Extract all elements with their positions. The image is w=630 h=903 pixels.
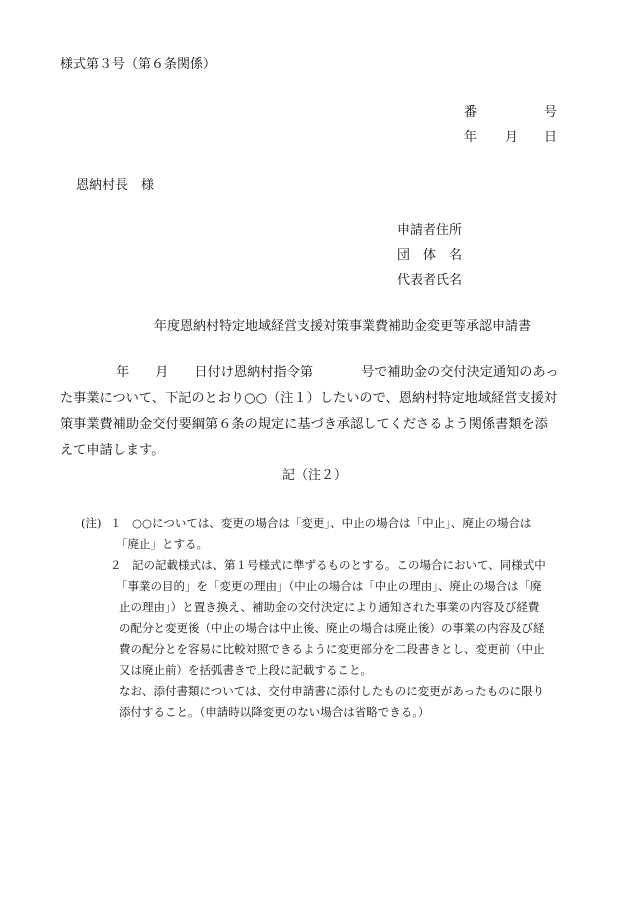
addressee: 恩納村長 様 [76,178,155,193]
note-1-number: １ [110,516,122,530]
form-number: 様式第３号（第６条関係） [60,57,217,72]
note-2-line-4: の配分と変更後（中止の場合は中止後、廃止の場合は廃止後）の事業の内容及び経 [119,621,545,635]
note-2-line-8: 添付すること。（申請時以降変更のない場合は省略できる。） [119,705,430,719]
ki-heading: 記（注２） [282,468,348,483]
body-date-text: 日付け恩納村指令第 [194,365,314,380]
date-month: 月 [505,130,519,145]
notes-label: (注) [81,516,102,530]
note-2-line-1: 記の記載様式は、第１号様式に準ずるものとする。この場合において、同様式中 [132,558,546,572]
note-2-line-6: 又は廃止前）を括弧書きで上段に記載すること。 [119,663,372,677]
note-2-line-3: 止の理由」）と置き換え、補助金の交付決定により通知された事業の内容及び経費 [119,600,540,614]
body-line1-tail: 号で補助金の交付決定通知のあっ [361,365,559,380]
applicant-representative-label: 代表者氏名 [397,273,463,288]
body-text [60,360,575,464]
applicant-address-label: 申請者住所 [397,223,463,238]
body-line-4: えて申請します。 [60,443,165,458]
body-line-2: た事業について、下記のとおり○○（注１）したいので、恩納村特定地域経営支援対 [60,391,557,406]
note-2-line-2: 「事業の目的」を「変更の理由」（中止の場合は「中止の理由」、廃止の場合は「廃 [116,579,542,593]
number-suffix: 号 [544,105,558,120]
note-2-line-7: なお、添付書類については、交付申請書に添付したものに変更があったものに限り [119,684,545,698]
note-2-number: ２ [110,558,122,572]
body-month: 月 [155,365,169,380]
date-year: 年 [464,130,478,145]
date-day: 日 [544,130,558,145]
note-1-line-2: 「廃止」とする。 [116,537,208,551]
applicant-organization-label: 団 体 名 [397,248,463,263]
note-2-line-5: 費の配分とを容易に比較対照できるように変更部分を二段書きとし、変更前（中止 [119,642,545,656]
body-line-3: 策事業費補助金交付要綱第６条の規定に基づき承認してくださるよう関係書類を添 [60,417,548,432]
number-label: 番 [464,105,478,120]
document-title: 年度恩納村特定地域経営支援対策事業費補助金変更等承認申請書 [154,319,532,334]
body-line-1 [60,360,575,386]
body-year: 年 [116,365,130,380]
note-1-line-1: ○○については、変更の場合は「変更」、中止の場合は「中止」、廃止の場合は [132,516,532,530]
